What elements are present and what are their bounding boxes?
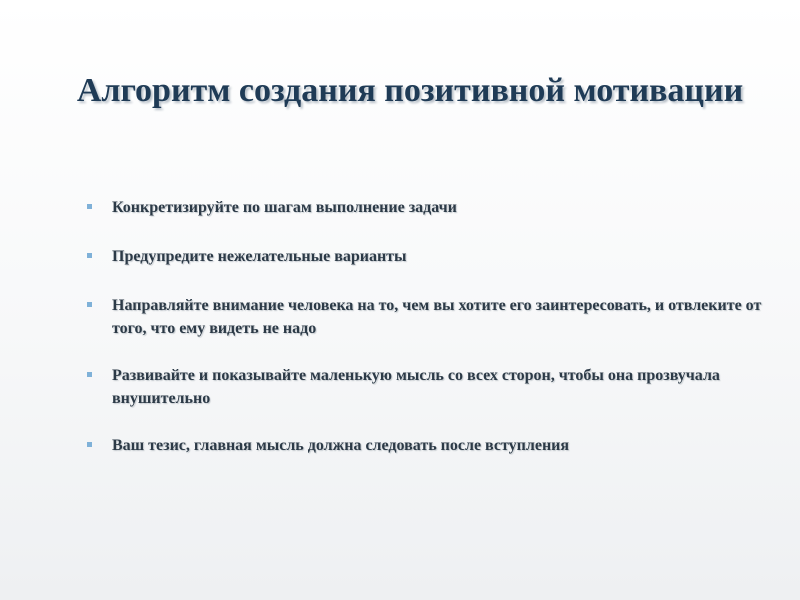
bullet-item — [84, 245, 774, 268]
square-bullet-icon — [87, 253, 92, 258]
bullet-list — [84, 196, 774, 457]
square-bullet-icon — [87, 372, 92, 377]
square-bullet-icon — [87, 204, 92, 209]
square-bullet-icon — [87, 302, 92, 307]
bullet-text: Предупредите нежелательные варианты — [112, 248, 407, 265]
square-bullet-icon — [87, 442, 92, 447]
bullet-item — [84, 434, 774, 457]
bullet-text: Ваш тезис, главная мысль должна следовать после вступления — [112, 437, 570, 454]
slide-title: Алгоритм создания позитивной мотивации — [76, 72, 744, 109]
bullet-item — [84, 364, 774, 410]
bullet-item — [84, 294, 774, 340]
bullet-item — [84, 196, 774, 219]
bullet-text: Направляйте внимание человека на то, чем вы хотите его заинтересовать, и отвлеките от того, что ему видеть не надо — [112, 297, 762, 337]
bullet-text: Развивайте и показывайте маленькую мысль со всех сторон, чтобы она прозвучала внушительно — [112, 367, 720, 407]
bullet-text: Конкретизируйте по шагам выполнение задачи — [112, 199, 457, 216]
